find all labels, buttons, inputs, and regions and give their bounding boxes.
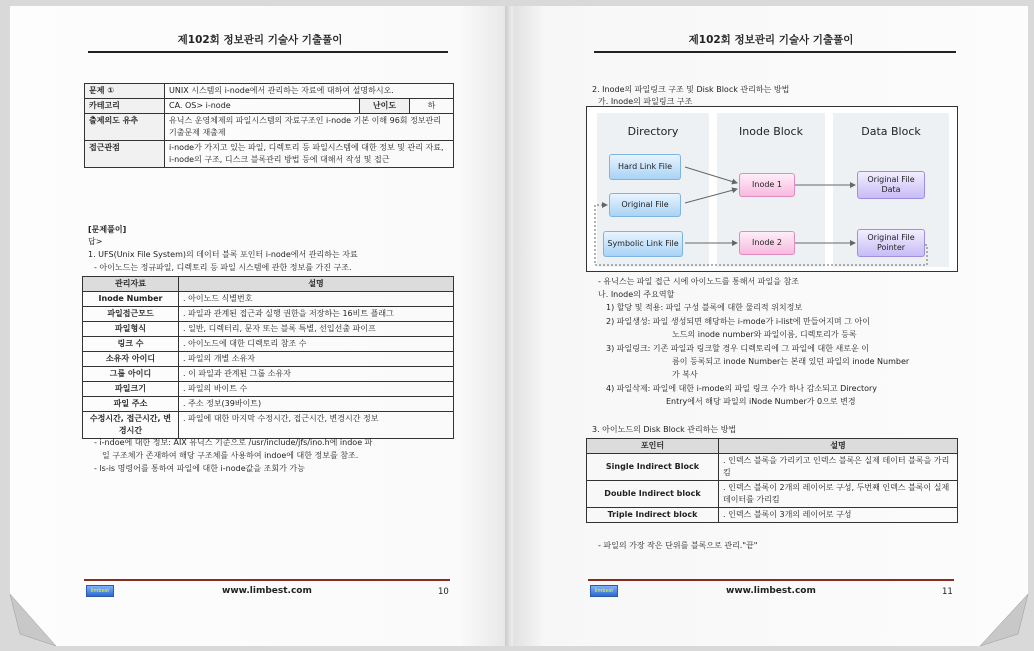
section-2b-title: 나. Inode의 주요역할 (598, 290, 675, 299)
solution-title: [문제풀이] (88, 225, 127, 234)
row-key: 파일접근모드 (83, 307, 179, 322)
table-row (83, 382, 454, 397)
table-row (83, 367, 454, 382)
row-key: Double Indirect block (587, 481, 719, 508)
symbolic-link-file-box: Symbolic Link File (603, 231, 683, 257)
hard-link-file-box: Hard Link File (609, 154, 681, 180)
row-key: Inode Number (83, 292, 179, 307)
answer-label: 답> (88, 237, 103, 246)
role-3c: 가 복사 (672, 370, 698, 379)
footer-url: www.limbest.com (726, 586, 816, 596)
limbest-logo: limbest (590, 585, 618, 597)
table-row (83, 322, 454, 337)
row-value: . 아이노드 식별번호 (179, 292, 454, 307)
row-key: 링크 수 (83, 337, 179, 352)
row-value: . 파일과 관계된 접근과 실행 권한을 저장하는 16비트 플래그 (179, 307, 454, 322)
row-value: . 아이노드에 대한 디렉토리 참조 수 (179, 337, 454, 352)
page-number: 10 (438, 587, 449, 597)
inode-link-diagram (586, 106, 958, 272)
question-info-table: 문제 ① UNIX 시스템의 i-node에서 관리하는 자료에 대하여 설명하시오. 카테고리 CA. OS> i-node 난이도 하 출제의도 유추 유닉스 운영체제의 파일시스템의 자료구조인 i-node 기본 이해 96회 정보관리 기출문제 재출제 접근관점 i-node가 가지고 있는 파일, 디렉토리 등 파일시스템에 대한 정보 및 관리 자료, i-node의 구조, 디스크 블록관리 방법 등에 대해서 작성 및 접근 (84, 83, 454, 168)
role-1: 1) 할당 및 적용: 파일 구성 블록에 대한 물리적 위치정보 (606, 303, 803, 312)
row-value: . 파일의 바이트 수 (179, 382, 454, 397)
page-curl-icon[interactable] (10, 594, 56, 646)
row-value: . 파일에 대한 마지막 수정시간, 접근시간, 변경시간 정보 (179, 412, 454, 439)
row-value: . 일반, 디렉터리, 문자 또는 블록 특별, 선입선출 파이프 (179, 322, 454, 337)
row-key: 소유자 아이디 (83, 352, 179, 367)
inode-2-box: Inode 2 (739, 231, 795, 255)
original-file-pointer-box: Original File Pointer (857, 229, 925, 257)
note-a: - 유닉스는 파일 접근 시에 아이노드를 통해서 파일을 참조 (598, 277, 799, 286)
row-value: . 인덱스 블록이 3개의 레이어로 구성 (719, 508, 958, 523)
role-4a: 4) 파일삭제: 파일에 대한 i-mode의 파일 링크 수가 하나 감소되고 Directory (606, 384, 878, 393)
left-page (10, 6, 510, 646)
inode-attribute-table: 관리자료 설명 Inode Number . 아이노드 식별번호 파일접근모드 . 파일과 관계된 접근과 실행 권한을 저장하는 16비트 플래그 파일형식 . 일반, 디렉터리, 문자 또는 블록 특별, 선입선출 파이프 링크 수 . 아이노드에 대한 디렉토리 참조 수 소유자 아이디 . 파일의 개별 소유자 그룹 아이디 . 이 파일과 관계된 그룹 소유자 파일크기 . 파일의 바이트 수 파일 주소 . 주소 정보(39바이트) 수정시간, 접근시간, 변경시간 . 파일에 대한 마지막 수정시간, 접근시간, 변경시간 정보 (82, 276, 454, 439)
row-key: 파일형식 (83, 322, 179, 337)
section-1-desc: - 아이노드는 정규파일, 디렉토리 등 파일 시스템에 관한 정보를 가진 구조. (94, 263, 352, 272)
note-1a: - i-ndoe에 대한 정보: AIX 유닉스 기준으로 /usr/include/jfs/ino.h에 indoe 파 (94, 438, 373, 447)
section-2a-title: 가. Inode의 파일링크 구조 (598, 97, 693, 106)
section-1-title: 1. UFS(Unix File System)의 데이터 블록 포인터 i-node에서 관리하는 자료 (88, 250, 358, 259)
role-4b: Entry에서 해당 파일의 iNode Number가 0으로 변경 (666, 397, 856, 406)
section-3-title: 3. 아이노드의 Disk Block 관리하는 방법 (592, 425, 737, 434)
footer-rule (588, 579, 954, 581)
row-key: 수정시간, 접근시간, 변경시간 (83, 412, 179, 439)
table-row (587, 481, 958, 508)
row-key: 파일크기 (83, 382, 179, 397)
row-value: . 이 파일과 관계된 그룹 소유자 (179, 367, 454, 382)
table-row (587, 508, 958, 523)
disk-block-pointer-table: 포인터 설명 Single Indirect Block . 인덱스 블록을 가리키고 인덱스 블록은 실제 데이터 블록을 가리킴 Double Indirect block . 인덱스 블록이 2개의 레이어로 구성, 두번째 인덱스 블록이 실제 데이터를 가리킴 Triple Indirect block . 인덱스 블록이 3개의 레이어로 구성 (586, 438, 958, 523)
page-header: 제102회 정보관리 기술사 기출풀이 (177, 34, 343, 46)
table-row (83, 307, 454, 322)
footer-rule (84, 579, 450, 581)
right-page (514, 6, 1028, 646)
limbest-logo: limbest (86, 585, 114, 597)
row-value: . 인덱스 블록이 2개의 레이어로 구성, 두번째 인덱스 블록이 실제 데이터를 가리킴 (719, 481, 958, 508)
inode-1-box: Inode 1 (739, 173, 795, 197)
section-2-title: 2. Inode의 파일링크 구조 및 Disk Block 관리하는 방법 (592, 85, 790, 94)
table-row (587, 454, 958, 481)
original-file-box: Original File (609, 193, 681, 217)
header-rule (594, 51, 956, 53)
page-curl-icon[interactable] (980, 594, 1028, 646)
note-1b: 일 구조체가 존재하여 해당 구조체를 사용하여 indoe에 대한 정보를 참조. (102, 451, 359, 460)
directory-title: Directory (627, 125, 679, 138)
row-key: 그룹 아이디 (83, 367, 179, 382)
inode-block-title: Inode Block (739, 125, 803, 138)
row-value: . 주소 정보(39바이트) (179, 397, 454, 412)
original-file-data-box: Original File Data (857, 171, 925, 199)
row-value: . 인덱스 블록을 가리키고 인덱스 블록은 실제 데이터 블록을 가리킴 (719, 454, 958, 481)
row-value: . 파일의 개별 소유자 (179, 352, 454, 367)
note-2: - ls-is 명령어를 통하여 파일에 대한 i-node값을 조회가 가능 (94, 464, 305, 473)
row-key: Triple Indirect block (587, 508, 719, 523)
table-row (83, 337, 454, 352)
role-3a: 3) 파일링크: 기존 파일과 링크할 경우 디렉토리에 그 파일에 대한 새로운 이 (606, 344, 869, 353)
role-3b: 름이 등록되고 inode Number는 본래 있던 파일의 inode Number (672, 357, 910, 366)
row-key: 파일 주소 (83, 397, 179, 412)
footer-url: www.limbest.com (222, 586, 312, 596)
table-row (83, 292, 454, 307)
table-row (83, 412, 454, 439)
end-note: - 파일의 가장 작은 단위를 블록으로 관리."끝" (598, 541, 758, 550)
row-key: Single Indirect Block (587, 454, 719, 481)
page-number: 11 (942, 587, 953, 597)
page-header: 제102회 정보관리 기술사 기출풀이 (688, 34, 854, 46)
header-rule (88, 51, 448, 53)
table-row (83, 352, 454, 367)
data-block-title: Data Block (861, 125, 921, 138)
role-2a: 2) 파일생성: 파일 생성되면 해당하는 i-mode가 i-list에 만들어지며 그 아이 (606, 317, 870, 326)
role-2b: 노드의 inode number와 파일이름, 디렉토리가 등록 (672, 330, 857, 339)
table-row (83, 397, 454, 412)
